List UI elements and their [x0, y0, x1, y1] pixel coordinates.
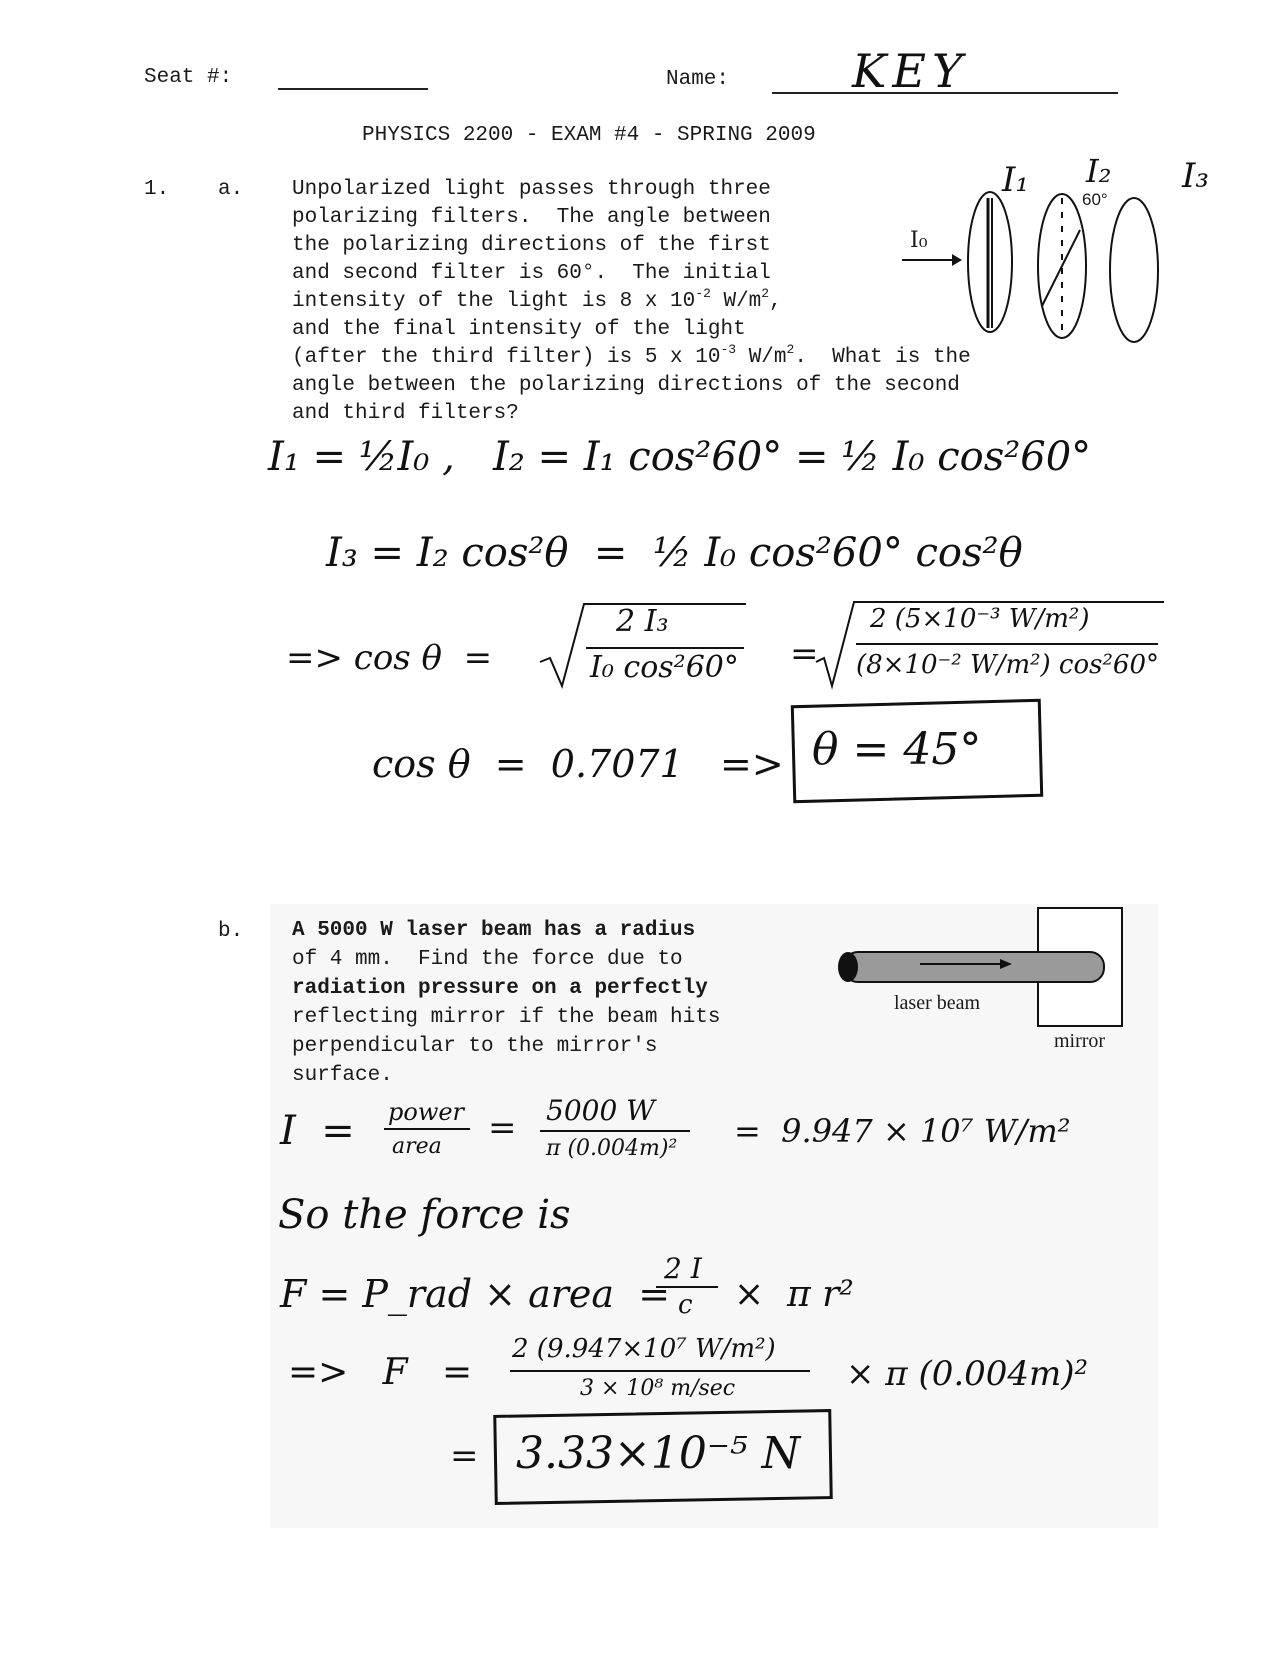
i-frac1-num: power — [388, 1098, 465, 1126]
question-part-a: a. — [218, 178, 244, 201]
i-frac1-bar — [384, 1128, 470, 1130]
label-i3: I₃ — [1182, 156, 1210, 196]
q1b-line-5: perpendicular to the mirror's — [292, 1035, 658, 1058]
frac2-den: (8×10⁻² W/m²) cos²60° — [856, 650, 1159, 680]
label-i2: I₂ — [1086, 152, 1112, 190]
force-frac-num: 2 I — [664, 1252, 702, 1285]
force-tail: × π r² — [734, 1274, 854, 1315]
name-label: Name: — [666, 68, 730, 91]
frac1-num: 2 I₃ — [616, 604, 669, 639]
i-frac2-den: π (0.004m)² — [546, 1136, 678, 1161]
force2-num: 2 (9.947×10⁷ W/m²) — [512, 1334, 776, 1364]
force2-bar — [510, 1370, 810, 1372]
q1a-line-4: and second filter is 60°. The initial — [292, 262, 771, 285]
solution-eq-1: I₁ = ½I₀ , I₂ = I₁ cos²60° = ½ I₀ cos²60° — [268, 434, 1092, 480]
seat-label: Seat #: — [144, 66, 233, 89]
q1a-line-1: Unpolarized light passes through three — [292, 178, 771, 201]
q1b-line-6: surface. — [292, 1064, 393, 1087]
force2-tail: × π (0.004m)² — [846, 1354, 1089, 1394]
force-frac-bar — [656, 1286, 718, 1288]
q1b-line-3: radiation pressure on a perfectly — [292, 977, 708, 1000]
force-frac-den: c — [678, 1290, 693, 1320]
i-lhs: I = — [280, 1108, 355, 1154]
exam-title: PHYSICS 2200 - EXAM #4 - SPRING 2009 — [362, 124, 816, 147]
frac1-den: I₀ cos²60° — [590, 650, 739, 685]
q1b-line-2: of 4 mm. Find the force due to — [292, 948, 683, 971]
laser-source — [838, 952, 858, 982]
q1a-line-8: angle between the polarizing directions of the second — [292, 374, 960, 397]
q1b-line-1: A 5000 W laser beam has a radius — [292, 919, 696, 942]
q1a-line-9: and third filters? — [292, 402, 519, 425]
label-i1: I₁ — [1002, 160, 1030, 200]
laser-label: laser beam — [894, 992, 981, 1014]
frac2-num: 2 (5×10⁻³ W/m²) — [870, 604, 1090, 634]
i-equals: = — [488, 1108, 517, 1148]
question-part-b: b. — [218, 920, 244, 943]
filter-3 — [1110, 198, 1158, 342]
q1a-line-6: and the final intensity of the light — [292, 318, 746, 341]
q1a-line-2: polarizing filters. The angle between — [292, 206, 771, 229]
i-result: = 9.947 × 10⁷ W/m² — [734, 1112, 1071, 1150]
final-equals: = — [450, 1436, 479, 1476]
force-eq: F = P_rad × area = — [280, 1272, 671, 1316]
answer-1a: θ = 45° — [812, 724, 982, 775]
incident-arrow-head — [952, 254, 962, 266]
frac-equals: = — [790, 634, 819, 674]
solution-eq-4: cos θ = 0.7071 => — [372, 742, 784, 786]
force2-lhs: => F = — [288, 1352, 473, 1393]
question-1b-text — [292, 916, 720, 1090]
laser-diagram — [830, 900, 1130, 1040]
answer-1b: 3.33×10⁻⁵ N — [516, 1428, 801, 1479]
q1a-line-3: the polarizing directions of the first — [292, 234, 771, 257]
q1a-line-5: intensity of the light is 8 x $10^{-2}$ $W/m^2$, — [292, 286, 782, 313]
i-frac2-bar — [540, 1130, 690, 1132]
filter-1 — [968, 192, 1012, 332]
q1b-line-4: reflecting mirror if the beam hits — [292, 1006, 721, 1029]
label-i0: I₀ — [910, 228, 928, 253]
question-1a-text — [292, 176, 971, 428]
polarizer-diagram — [900, 150, 1230, 350]
laser-beam-shape — [844, 952, 1104, 982]
i-frac2-num: 5000 W — [546, 1094, 655, 1127]
so-force-line: So the force is — [278, 1192, 571, 1238]
solution-eq-2: I₃ = I₂ cos²θ = ½ I₀ cos²60° cos²θ — [326, 530, 1023, 576]
question-number: 1. — [144, 178, 170, 201]
q1a-line-7: (after the third filter) is 5 x $10^{-3}$ $W/m^2$. What is the — [292, 342, 971, 369]
label-angle: 60° — [1082, 190, 1108, 209]
i-frac1-den: area — [392, 1134, 442, 1159]
solution-eq-3-lhs: => cos θ = — [286, 638, 493, 678]
mirror-label: mirror — [1054, 1030, 1106, 1052]
seat-blank-line — [278, 88, 428, 90]
force2-den: 3 × 10⁸ m/sec — [580, 1376, 736, 1401]
name-value: KEY — [852, 44, 969, 98]
